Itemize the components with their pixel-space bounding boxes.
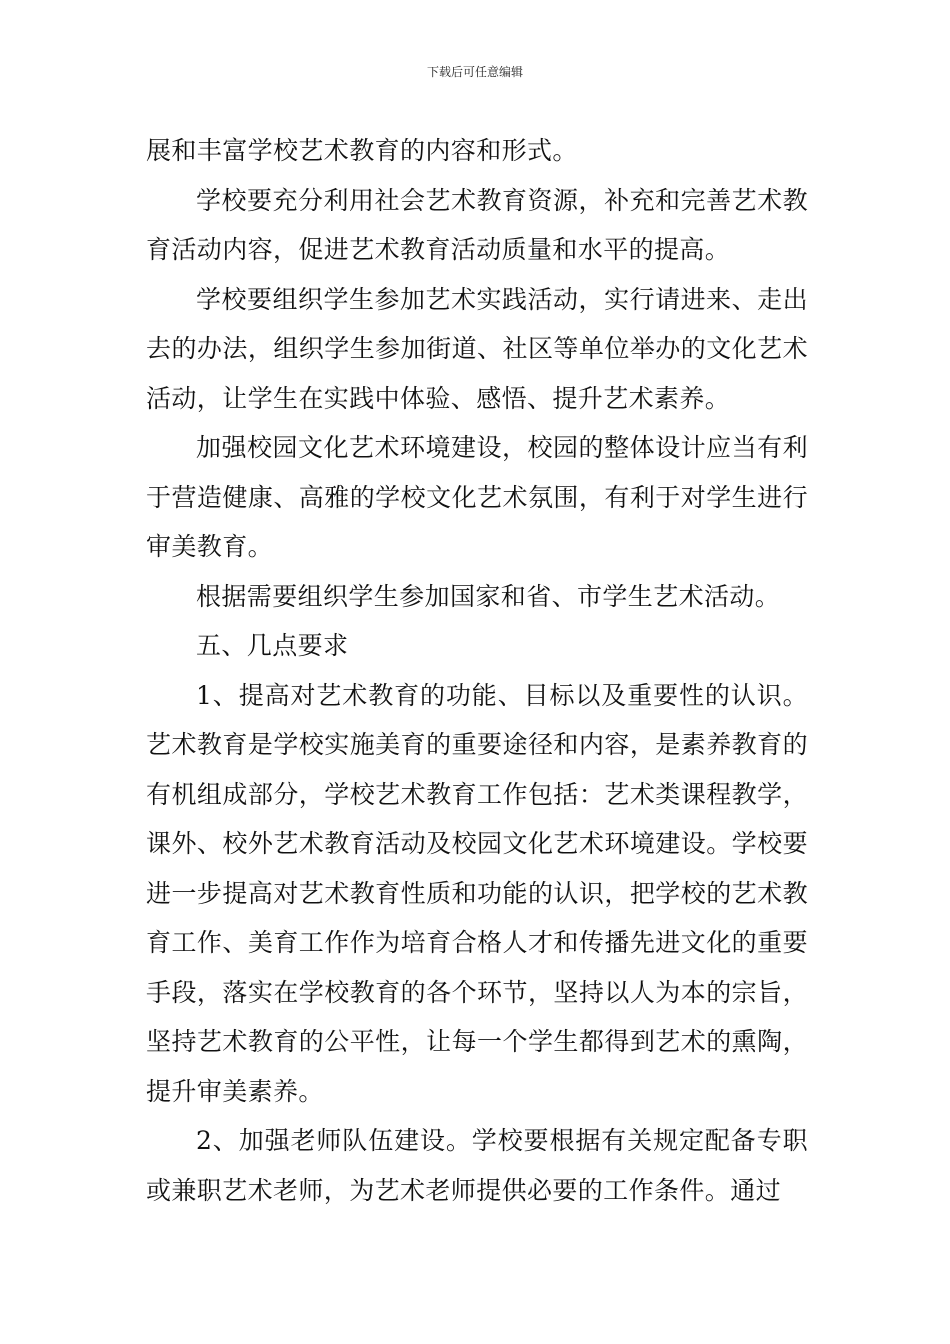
- paragraph-3: 学校要组织学生参加艺术实践活动，实行请进来、走出去的办法，组织学生参加街道、社区等单位举办的文化艺术活动，让学生在实践中体验、感悟、提升艺术素养。: [146, 284, 808, 413]
- section-heading-requirements: 五、几点要求: [196, 631, 349, 660]
- paragraph-2: 学校要充分利用社会艺术教育资源，补充和完善艺术教育活动内容，促进艺术教育活动质量和水平的提高。: [146, 185, 808, 264]
- paragraph-1: 展和丰富学校艺术教育的内容和形式。: [146, 136, 578, 165]
- paragraph-requirement-2: 2、加强老师队伍建设。学校要根据有关规定配备专职或兼职艺术老师，为艺术老师提供必要的工作条件。通过: [146, 1126, 808, 1205]
- paragraph-4: 加强校园文化艺术环境建设，校园的整体设计应当有利于营造健康、高雅的学校文化艺术氛围，有利于对学生进行审美教育。: [146, 433, 808, 561]
- paragraph-5: 根据需要组织学生参加国家和省、市学生艺术活动。: [196, 581, 781, 611]
- page-header-note: 下载后可任意编辑: [426, 65, 523, 79]
- paragraph-requirement-1: 1、提高对艺术教育的功能、目标以及重要性的认识。艺术教育是学校实施美育的重要途径和内容，是素养教育的有机组成部分，学校艺术教育工作包括：艺术类课程教学，课外、校外艺术教育活动及校园文化艺术环境建设。学校要进一步提高对艺术教育性质和功能的认识，把学校的艺术教育工作、美育工作作为培育合格人才和传播先进文化的重要手段，落实在学校教育的各个环节，坚持以人为本的宗旨，坚持艺术教育的公平性，让每一个学生都得到艺术的熏陶，提升审美素养。: [146, 680, 808, 1106]
- document-body: [146, 126, 808, 1215]
